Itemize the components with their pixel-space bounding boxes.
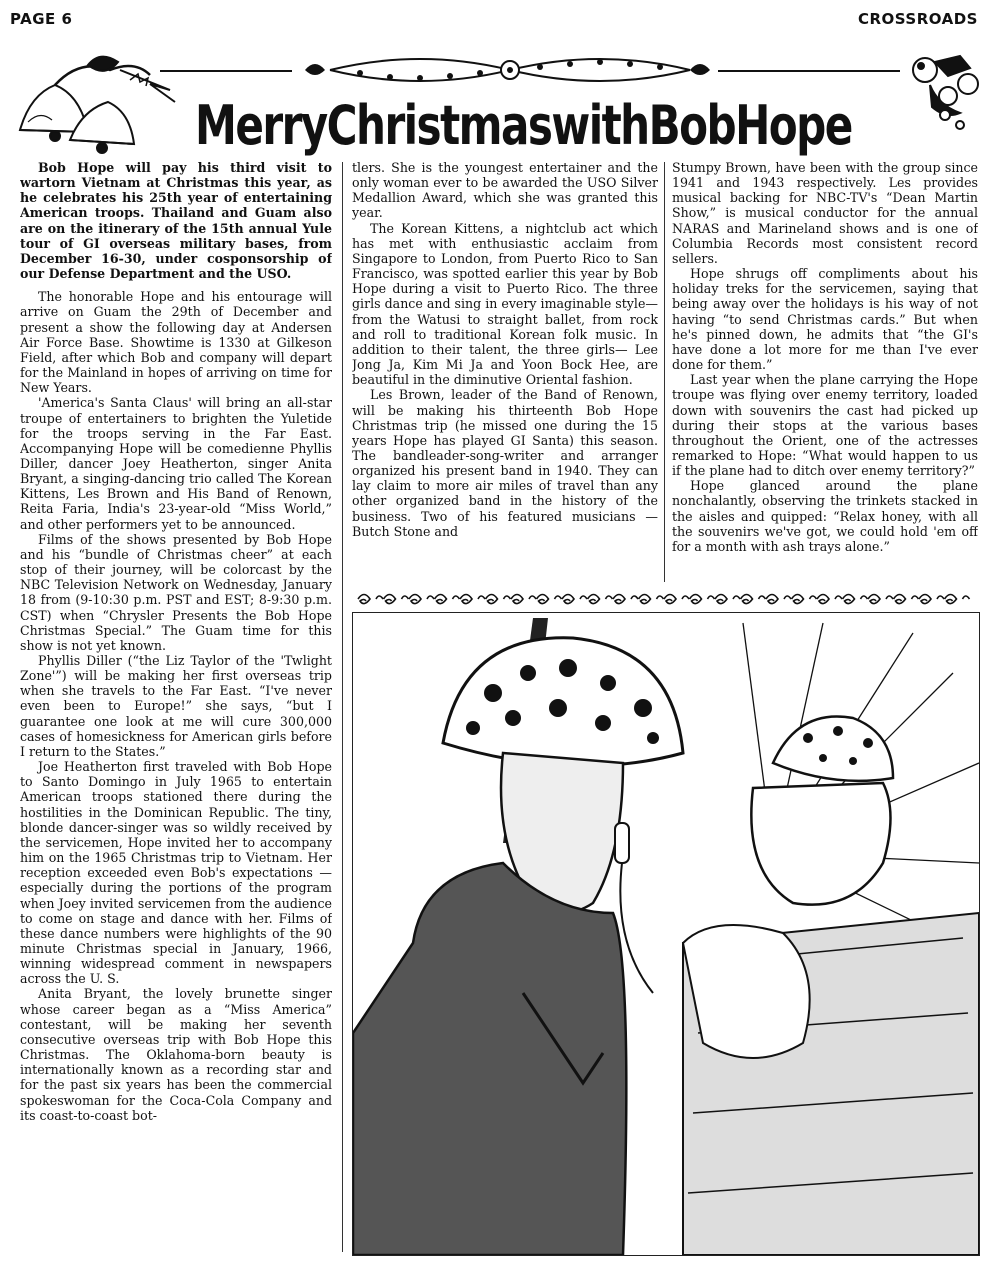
lead-paragraph: Bob Hope will pay his third visit to wartorn Vietnam at Christmas this year, as he celebrates his 25th year of entertaining American troops. Thailand and Guam also are on the itinerary of the 15th annual Yule tour of GI overseas military bases, from December 16-30, under cosponsorship of our Defense Department and the USO. [20,160,332,282]
article-paragraph: Hope glanced around the plane nonchalantly, observing the trinkets stacked in the aisles and quipped: “Relax honey, with all the souvenirs we've got, we could hold 'em off for a month with ash trays alone.” [672,478,978,554]
article-column-3 [672,160,978,588]
article-column-2 [352,160,658,588]
scroll-ornament-icon [537,595,562,604]
article-paragraph: Films of the shows presented by Bob Hope and his “bundle of Christmas cheer” at each stop of their journey, will be colorcast by the NBC Television Network on Wednesday, January 18 from (9-10:30 p.m. PST and EST; 8-9:30 p.m. CST) when “Chrysler Presents the Bob Hope Christmas Special.” The Guam time for this show is not yet known. [20,531,332,653]
scroll-ornament-icon [460,595,485,604]
headline-word: Christmas [326,94,552,157]
article-paragraph: The honorable Hope and his entourage will arrive on Guam the 29th of December and present a show the following day at Andersen Air Force Base. Showtime is 1330 at Gilkeson Field, after which Bob and company will depart for the Mainland in hopes of arriving on time for New Years. [20,289,332,396]
article-paragraph: Stumpy Brown, have been with the group since 1941 and 1943 respectively. Les provides musical backing for NBC-TV's “Dean Martin Show,” is musical conductor for the annual NARAS and Marineland shows and is one of Columbia Records most consistent record sellers. [672,160,978,266]
article-paragraph: Phyllis Diller (“the Liz Taylor of the 'Twlight Zone'”) will be making her first overseas trip when she travels to the Far East. “I've never even been to Europe!” she says, “but I guarantee one look at me will cure 300,000 cases of homesickness for American girls before I return to the States.” [20,653,332,759]
headline-word: with [551,94,649,157]
scroll-ornament-icon [435,595,460,604]
scroll-ornament-icon [868,595,893,604]
article-paragraph: tlers. She is the youngest entertainer and the only woman ever to be awarded the USO Silver Medallion Award, which she was granted this year. [352,160,658,221]
scroll-ornament-icon [639,595,664,604]
article-paragraph: Anita Bryant, the lovely brunette singer whose career began as a “Miss America” contestant, will be making her seventh consecutive overseas trip with Bob Hope this Christmas. The Oklahoma-born beauty is internationally known as a recording star and for the past six years has been the commercial spokeswoman for the Coca-Cola Company and its coast-to-coast bot- [20,986,332,1123]
publication-name: CROSSROADS [857,10,978,28]
scroll-ornament-icon [409,595,434,604]
page-number: PAGE 6 [10,10,73,28]
article-paragraph: Joe Heatherton first traveled with Bob Hope to Santo Domingo in July 1965 to entertain American troops stationed there during the hostilities in the Dominican Republic. The tiny, blonde dancer-singer was so wildly received by the servicemen, Hope invited her to accompany him on the 1965 Christmas trip to Vietnam. Her reception exceeded even Bob's expectations —especially during the portions of the program when Joey invited servicemen from the audience to come on stage and dance with her. Films of these dance numbers were highlights of the 90 minute Christmas special in January, 1966, winning widespread comment in newspapers across the U. S. [20,759,332,987]
headline-word: Merry [195,94,327,157]
scroll-ornament-icon [511,595,536,604]
scroll-ornament-icon [715,595,740,604]
scroll-ornament-icon [817,595,842,604]
article-paragraph: Hope shrugs off compliments about his holiday treks for the servicemen, saying that being away over the holidays is his way of not having “to send Christmas cards.” But when he's pinned down, he admits that “the GI's have done a lot more for me than I've ever done for them.” [672,266,978,373]
christmas-bells-icon [20,57,175,153]
garland-ornament-icon [305,59,710,81]
scroll-ornament-icon [613,595,638,604]
scroll-ornament-icon [741,595,766,604]
soldier-cartoon-illustration [352,612,980,1256]
scroll-ornament-icon [664,595,689,604]
column-divider [664,162,665,582]
article-paragraph: Les Brown, leader of the Band of Renown, will be making his thirteenth Bob Hope Christmas trip (he missed one during the 15 years Hope has played GI Santa) this season. The bandleader-song-writer and arranger organized his present band in 1940. They can lay claim to more air miles of travel than any other organized band in the history of the business. Two of his featured musicians — Butch Stone and [352,387,658,539]
scroll-ornament-icon [562,595,587,604]
scroll-ornament-icon [945,595,970,604]
scroll-ornament-icon [766,595,791,604]
scroll-ornament-icon [919,595,944,604]
scroll-ornament-icon [358,595,383,604]
article-paragraph: Last year when the plane carrying the Hope troupe was flying over enemy territory, loaded down with souvenirs the cast had picked up during their stops at the various bases throughout the Orient, one of the actresses remarked to Hope: “What would happen to us if the plane had to ditch over enemy territory?” [672,372,978,479]
article-paragraph: The Korean Kittens, a nightclub act which has met with enthusiastic acclaim from Singapore to London, from Puerto Rico to San Francisco, was spotted earlier this year by Bob Hope during a visit to Puerto Rico. The three girls dance and sing in every imaginable style—from the Watusi to straight ballet, from rock and roll to traditional Korean folk music. In addition to their talent, the three girls— Lee Jong Ja, Kim Mi Ja and Yoon Bock Hee, are beautiful in the diminutive Oriental fashion. [352,220,658,388]
headline [195,86,852,157]
headline-word: Hope [735,94,852,157]
scroll-ornament-icon [588,595,613,604]
christmas-ornaments-icon [913,56,978,129]
headline-word: Bob [648,94,736,157]
column-divider [342,162,343,1252]
scroll-ornament-icon [894,595,919,604]
scroll-ornament-icon [486,595,511,604]
scroll-ornament-icon [843,595,868,604]
scroll-ornament-icon [384,595,409,604]
ornamental-divider [352,588,978,610]
article-column-1 [20,160,332,1260]
scroll-ornament-icon [690,595,715,604]
scroll-ornament-icon [792,595,817,604]
article-paragraph: 'America's Santa Claus' will bring an all-star troupe of entertainers to brighten the Yuletide for the troops serving in the Far East. Accompanying Hope will be comedienne Phyllis Diller, dancer Joey Heatherton, singer Anita Bryant, a singing-dancing trio called The Korean Kittens, Les Brown and His Band of Renown, Reita Faria, India's 23-year-old “Miss World,” and other performers yet to be announced. [20,395,332,532]
